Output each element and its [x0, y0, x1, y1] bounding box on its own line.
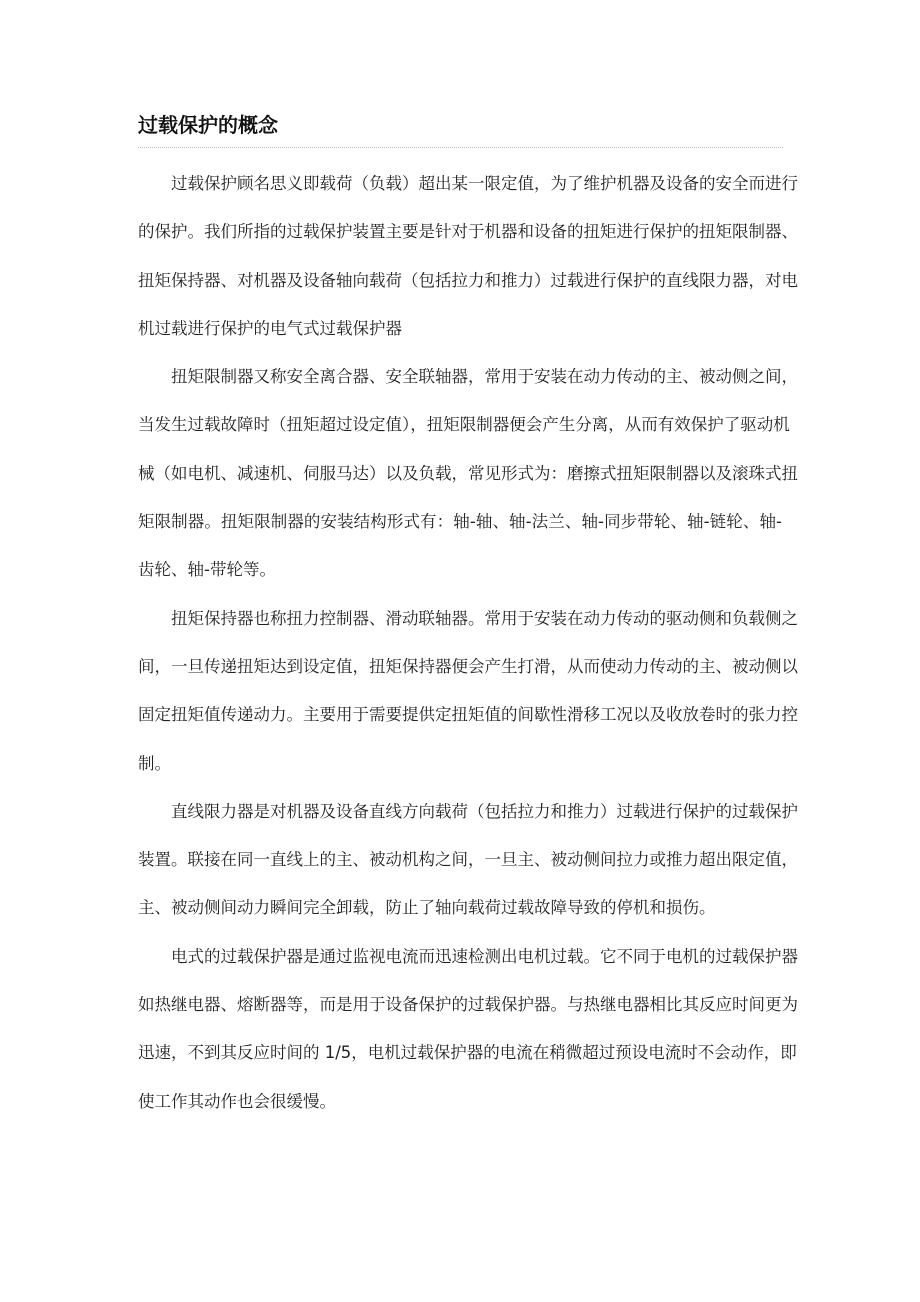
paragraph-line: 固定扭矩值传递动力。主要用于需要提供定扭矩值的间歇性滑移工况以及收放卷时的张力控 — [138, 705, 798, 725]
paragraph-line: 制。 — [138, 753, 171, 773]
paragraph-line: 的保护。我们所指的过载保护装置主要是针对于机器和设备的扭矩进行保护的扭矩限制器、 — [138, 222, 798, 242]
paragraph-line: 扭矩保持器也称扭力控制器、滑动联轴器。常用于安装在动力传动的驱动侧和负载侧之 — [171, 608, 798, 628]
paragraph-line: 如热继电器、熔断器等，而是用于设备保护的过载保护器。与热继电器相比其反应时间更为 — [138, 995, 798, 1015]
paragraph-line: 当发生过载故障时（扭矩超过设定值），扭矩限制器便会产生分离，从而有效保护了驱动机 — [138, 415, 790, 435]
paragraph — [138, 788, 798, 933]
paragraph-line: 电式的过载保护器是通过监视电流而迅速检测出电机过载。它不同于电机的过载保护器 — [171, 946, 798, 966]
paragraph-line: 扭矩限制器又称安全离合器、安全联轴器，常用于安装在动力传动的主、被动侧之间， — [171, 367, 798, 387]
paragraph-line: 过载保护顾名思义即载荷（负载）超出某一限定值，为了维护机器及设备的安全而进行 — [171, 174, 798, 193]
paragraph-line: 齿轮、轴-带轮等。 — [138, 560, 276, 580]
paragraph-line: 矩限制器。扭矩限制器的安装结构形式有：轴-轴、轴-法兰、轴-同步带轮、轴-链轮、轴- — [138, 512, 782, 532]
paragraph-line: 装置。联接在同一直线上的主、被动机构之间，一旦主、被动侧间拉力或推力超出限定值， — [138, 850, 798, 870]
document-body — [138, 160, 798, 1126]
paragraph — [138, 595, 798, 788]
paragraph-line: 间，一旦传递扭矩达到设定值，扭矩保持器便会产生打滑，从而使动力传动的主、被动侧以 — [138, 656, 798, 676]
paragraph-line: 机过载进行保护的电气式过载保护器 — [138, 318, 402, 338]
paragraph — [138, 933, 798, 1126]
paragraph-line: 械（如电机、减速机、伺服马达）以及负载，常见形式为：磨擦式扭矩限制器以及滚珠式扭 — [138, 463, 798, 483]
paragraph-line: 扭矩保持器、对机器及设备轴向载荷（包括拉力和推力）过载进行保护的直线限力器，对电 — [138, 270, 798, 290]
paragraph-line: 迅速，不到其反应时间的 1/5，电机过载保护器的电流在稍微超过预设电流时不会动作，即 — [138, 1043, 797, 1063]
title-divider — [138, 147, 783, 148]
paragraph-line: 主、被动侧间动力瞬间完全卸载，防止了轴向载荷过载故障导致的停机和损伤。 — [138, 898, 716, 918]
paragraph — [138, 160, 798, 353]
paragraph-line: 使工作其动作也会很缓慢。 — [138, 1091, 336, 1111]
paragraph — [138, 353, 798, 594]
document-title: 过载保护的概念 — [138, 113, 278, 137]
paragraph-line: 直线限力器是对机器及设备直线方向载荷（包括拉力和推力）过载进行保护的过载保护 — [171, 801, 798, 821]
